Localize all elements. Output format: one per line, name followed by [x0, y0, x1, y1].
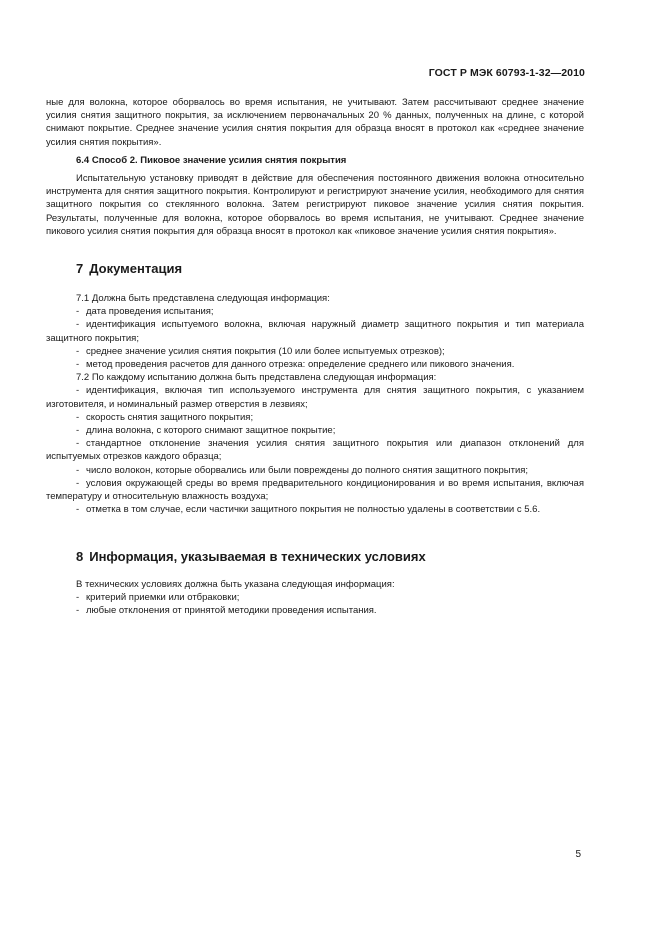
- section-8-number: 8: [76, 549, 84, 564]
- list-item: - среднее значение усилия снятия покрытия (10 или более испытуемых отрезков);: [76, 345, 445, 357]
- list-item: - идентификация, включая тип используемого инструмента для снятия защитного покрытия, с указанием изготовителя, и номинальный размер отверстия в лезвиях;: [46, 385, 584, 410]
- section-8-intro: В технических условиях должна быть указана следующая информация:: [76, 579, 395, 590]
- section-6-continuation: [46, 96, 584, 238]
- list-item: - любые отклонения от принятой методики проведения испытания.: [76, 605, 377, 617]
- list-item: - число волокон, которые оборвались или были повреждены до полного снятия защитного покрытия;: [76, 464, 529, 476]
- clause-7-2: 7.2 По каждому испытанию должна быть представлена следующая информация:: [76, 372, 437, 384]
- document-code-header: ГОСТ Р МЭК 60793-1-32—2010: [428, 67, 585, 79]
- section-7-title: Документация: [89, 261, 183, 276]
- list-item: - условия окружающей среды во время предварительного кондиционирования и во время испытания, включая температуру и относительную влажность воздуха;: [46, 477, 584, 503]
- list-item: - идентификация испытуемого волокна, включая наружный диаметр защитного покрытия и тип материала защитного покрытия;: [46, 319, 584, 344]
- list-item: - отметка в том случае, если частички защитного покрытия не полностью удалены в соответствии с 5.6.: [76, 504, 541, 516]
- section-8-title: Информация, указываемая в технических условиях: [89, 549, 426, 564]
- section-7-body: [46, 292, 584, 516]
- list-item: - скорость снятия защитного покрытия;: [76, 411, 254, 423]
- section-7-heading: [76, 261, 182, 276]
- list-item: - стандартное отклонение значения усилия снятия защитного покрытия или диапазон отклонений для испытуемых отрезков каждого образца;: [46, 438, 584, 463]
- clause-7-1: 7.1 Должна быть представлена следующая информация:: [76, 293, 330, 304]
- subsection-6-4-heading: 6.4 Способ 2. Пиковое значение усилия снятия покрытия: [76, 154, 347, 166]
- page-number: 5: [575, 849, 581, 860]
- list-item: - метод проведения расчетов для данного отрезка: определение среднего или пикового значения.: [76, 359, 515, 371]
- section-8-heading: [76, 549, 426, 564]
- section-8-body: [46, 578, 584, 618]
- intro-paragraph: ные для волокна, которое оборвалось во время испытания, не учитывают. Затем рассчитывают среднее значение усилия снятия защитного покрытия, за исключением первоначальных 20 % данных, полученных на длине, с которой снимают покрытие. Среднее значение усилия снятия покрытия для образца вносят в протокол как «среднее значение усилия снятия покрытия».: [46, 97, 584, 148]
- section-7-number: 7: [76, 261, 84, 276]
- list-item: - дата проведения испытания;: [76, 306, 214, 318]
- list-item: - критерий приемки или отбраковки;: [76, 592, 240, 604]
- list-item: - длина волокна, с которого снимают защитное покрытие;: [76, 425, 336, 437]
- subsection-6-4-paragraph: Испытательную установку приводят в действие для обеспечения постоянного движения волокна относительно инструмента для снятия защитного покрытия. Контролируют и регистрируют значение усилия, необходимого для снятия защитного покрытия со стеклянного волокна. Затем регистрируют пиковое значение усилия снятия покрытия. Результаты, полученные для волокна, которое оборвалось во время испытания, не учитывают. Среднее значение пикового усилия снятия покрытия для образца вносят в протокол как «пиковое значение усилия снятия покрытия».: [46, 173, 584, 237]
